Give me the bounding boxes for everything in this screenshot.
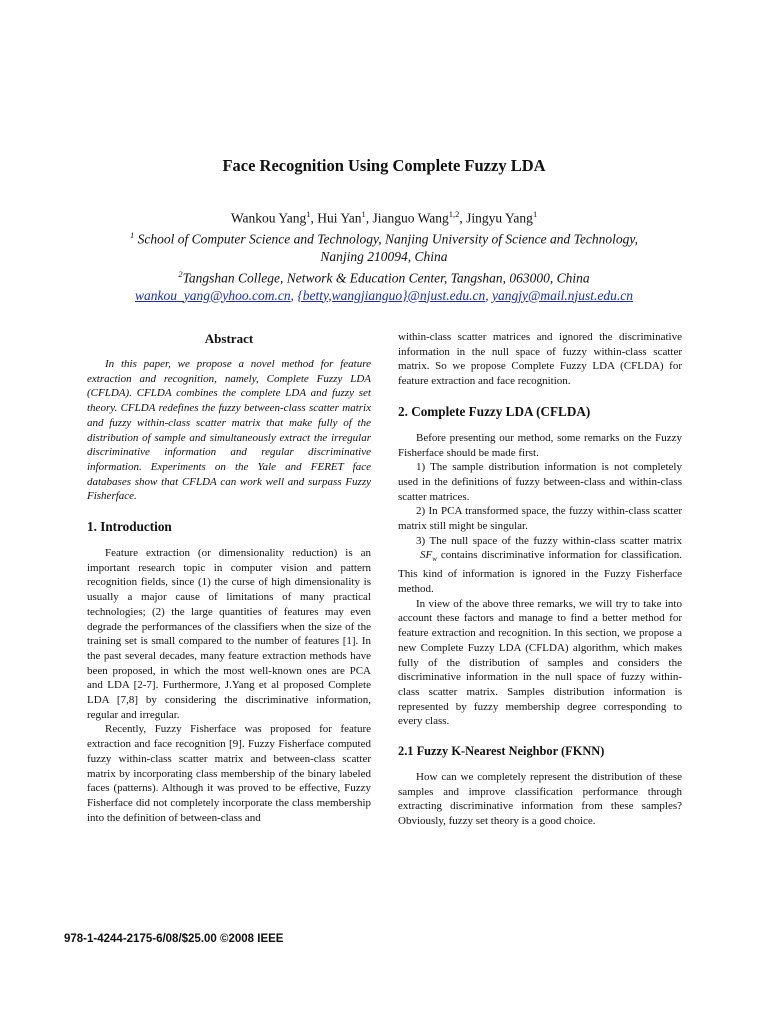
author-sep: ,: [365, 210, 373, 226]
remark-2: 2) In PCA transformed space, the fuzzy within-class scatter matrix still might be singular.: [398, 505, 682, 533]
author-name: Jingyu Yang: [466, 210, 533, 226]
intro-paragraph-2: Recently, Fuzzy Fisherface was proposed for feature extraction and face recognition [9]. Fuzzy Fisherface computed fuzzy within-class scatter matrix and between-class scatter matrix by incorporating class membership of the binary labeled faces (patterns). Although it was proved to be effective, Fuzzy Fisherface did not completely incorporate the class membership into the definition of between-class and: [87, 723, 371, 824]
continued-paragraph: within-class scatter matrices and ignored the discriminative information in the null space of fuzzy within-class scatter matrix. So we propose Complete Fuzzy LDA (CFLDA) for feature extraction and face recognition.: [398, 331, 682, 388]
email-link[interactable]: {betty,wangjianguo}@njust.edu.cn: [297, 287, 486, 303]
abstract-text: In this paper, we propose a novel method for feature extraction and recognition, namely, Complete Fuzzy LDA (CFLDA). CFLDA combines the complete LDA and fuzzy set theory. CFLDA redefines the fuzzy between-class scatter matrix and fuzzy within-class scatter matrix that make fully of the distribution of sample and simultaneously extract the irregular discriminative information and regular discriminative information. Experiments on the Yale and FERET face databases show that CFLDA can work well and surpass Fuzzy Fisherface.: [87, 358, 371, 503]
intro-paragraph-1: Feature extraction (or dimensionality reduction) is an important research topic in computer vision and pattern recognition fields, since (1) the curse of high dimensionality is usually a major cause of limitations of many practical technologies; (2) the large quantities of features may even degrade the performances of the classifiers when the size of the training set is small compared to the number of features [1]. In the past several decades, many feature extraction methods have been proposed, in which the most well-known ones are PCA and LDA [2-7]. Furthermore, J.Yang et al proposed Complete LDA [7,8] by considering the discriminative information, regular and irregular.: [87, 547, 371, 721]
left-column: [87, 330, 371, 825]
sec2-paragraph-2: In view of the above three remarks, we will try to take into account these factors and manage to find a better method for feature extraction and recognition. In this section, we propose a new Complete Fuzzy LDA (CFLDA) algorithm, which makes fully of the distribution of samples and considers the discriminative information in the null space of fuzzy within-class scatter matrix. Samples distribution information is represented by fuzzy membership degree corresponding to every class.: [398, 597, 682, 728]
email-sep: ,: [290, 287, 298, 303]
email-link[interactable]: wankou_yang@yhoo.com.cn: [135, 287, 291, 303]
affiliation-sup: 1: [130, 230, 135, 240]
email-sep: ,: [485, 287, 492, 303]
author-sup: 1: [306, 209, 311, 219]
author-sup: 1,2: [448, 209, 460, 219]
author-name: Wankou Yang: [230, 210, 307, 226]
abstract-heading: Abstract: [204, 331, 254, 346]
author-name: Jianguo Wang: [372, 210, 449, 226]
fknn-paragraph: How can we completely represent the distribution of these samples and improve classification performance through extracting discriminative information from these samples? Obviously, fuzzy set theory is a good choice.: [398, 771, 682, 828]
author-line: [0, 206, 768, 227]
sfw-symbol-text: SF: [420, 549, 433, 562]
author-sup: 1: [361, 209, 366, 219]
copyright-footer: 978-1-4244-2175-6/08/$25.00 ©2008 IEEE: [64, 933, 284, 945]
author-sep: ,: [310, 210, 318, 226]
sfw-symbol: [402, 548, 437, 567]
affiliation-sup: 2: [178, 268, 183, 279]
email-line: [0, 287, 768, 305]
remark-3-text-a: 3) The null space of the fuzzy within-class scatter matrix: [416, 534, 682, 547]
remark-1: 1) The sample distribution information is not completely used in the definitions of fuzzy between-class and within-class scatter matrices.: [398, 461, 682, 503]
section-heading-cflda: 2. Complete Fuzzy LDA (CFLDA): [398, 403, 591, 419]
sec2-paragraph-1: Before presenting our method, some remarks on the Fuzzy Fisherface should be made first.: [398, 431, 682, 459]
email-link[interactable]: yangjy@mail.njust.edu.cn: [491, 287, 633, 303]
affiliation-1-line2: Nanjing 210094, China: [320, 249, 448, 264]
author-sup: 1: [532, 209, 538, 219]
right-column: [398, 330, 682, 829]
author-name: Hui Yan: [317, 210, 362, 226]
author-block: [0, 206, 768, 304]
paper-title: Face Recognition Using Complete Fuzzy LDA: [222, 156, 546, 175]
affiliation-2-text: Tangshan College, Network & Education Center, Tangshan, 063000, China: [182, 270, 590, 285]
author-sep: ,: [459, 210, 467, 226]
sfw-subscript: w: [432, 555, 437, 564]
affiliation-2: [0, 266, 768, 287]
affiliation-1-line1: School of Computer Science and Technology, Nanjing University of Science and Technology,: [134, 231, 638, 247]
section-heading-introduction: 1. Introduction: [87, 519, 172, 535]
remark-3-text-b: contains discriminative information for classification. This kind of information is ignored in the Fuzzy Fisherface method.: [398, 549, 682, 596]
remark-3: [398, 534, 682, 597]
subsection-heading-fknn: 2.1 Fuzzy K-Nearest Neighbor (FKNN): [398, 744, 605, 759]
affiliation-1: [0, 227, 768, 248]
